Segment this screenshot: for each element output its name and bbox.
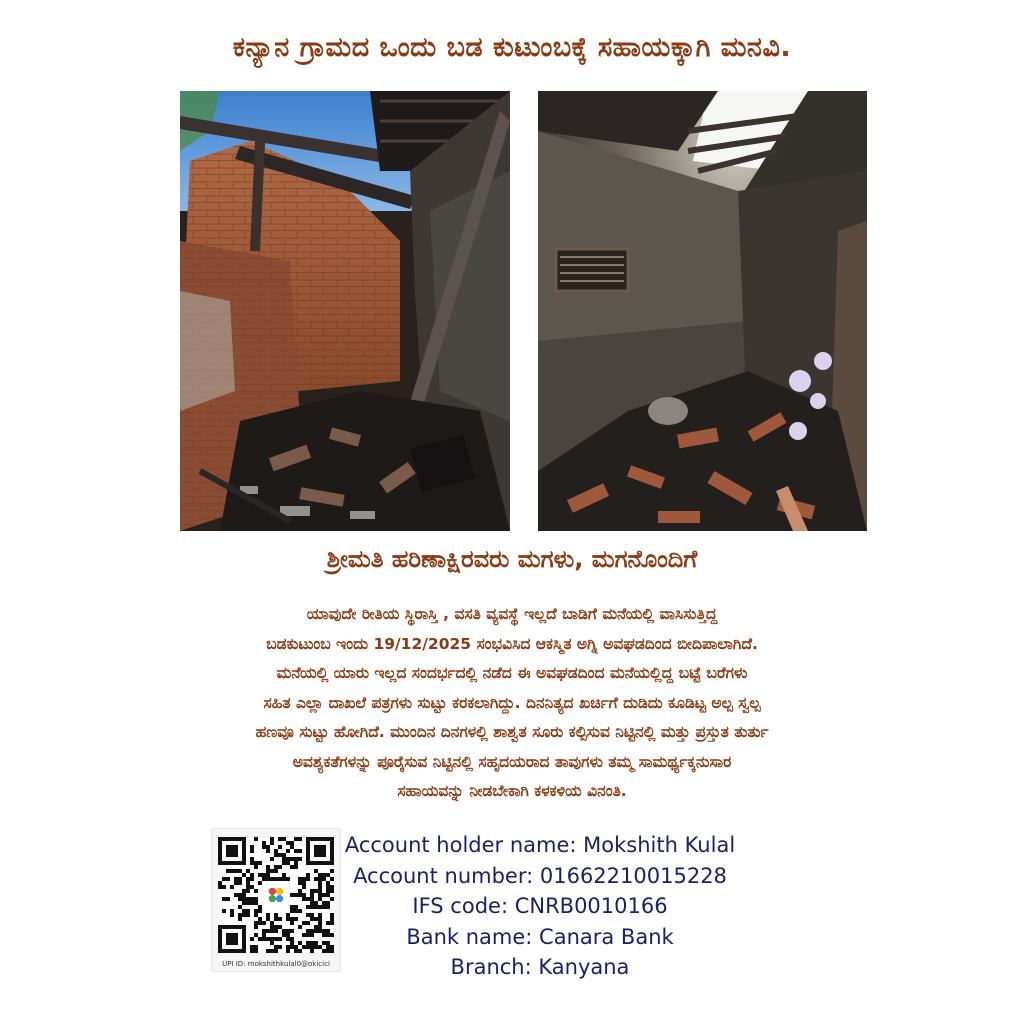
upi-id: UPI ID: mokshithkulal0@okicici (222, 960, 330, 968)
appeal-line: ಸಹಿತ ಎಲ್ಲಾ ದಾಖಲೆ ಪತ್ರಗಳು ಸುಟ್ಟು ಕರಕಲಾಗಿದ್ದು. ದಿನನಿತ್ಯದ ಖರ್ಚಿಗೆ ದುಡಿದು ಕೂಡಿಟ್ಟ ಅಲ್ಪ ಸ್ವಲ್ಪ (263, 693, 761, 712)
appeal-line: ಮನೆಯಲ್ಲಿ ಯಾರು ಇಲ್ಲದ ಸಂದರ್ಭದಲ್ಲಿ ನಡೆದ ಈ ಅವಘಡದಿಂದ ಮನೆಯಲ್ಲಿದ್ದ ಬಟ್ಟೆ ಬರೆಗಳು (276, 664, 748, 682)
account-number: Account number: 01662210015228 (353, 863, 727, 888)
appeal-line: ಅವಶ್ಯಕತೆಗಳನ್ನು ಪೂರೈಸುವ ನಿಟ್ಟಿನಲ್ಲಿ ಸಹೃದಯರಾದ ತಾವುಗಳು ತಮ್ಮ ಸಾಮರ್ಥ್ಯಕ್ಕನುಸಾರ (292, 752, 732, 771)
appeal-line: ಯಾವುದೇ ರೀತಿಯ ಸ್ಥಿರಾಸ್ತಿ , ವಸತಿ ವ್ಯವಸ್ಥೆ ಇಲ್ಲದೆ ಬಾಡಿಗೆ ಮನೆಯಲ್ಲಿ ವಾಸಿಸುತ್ತಿದ್ದ (306, 605, 718, 623)
qr-code (218, 837, 334, 953)
ifs-code: IFS code: CNRB0010166 (412, 894, 668, 918)
account-details (330, 830, 750, 983)
page-title: ಕನ್ಯಾನ ಗ್ರಾಮದ ಒಂದು ಬಡ ಕುಟುಂಬಕ್ಕೆ ಸಹಾಯಕ್ಕಾಗಿ ಮನವಿ. (232, 32, 792, 63)
appeal-line: ಹಣವೂ ಸುಟ್ಟು ಹೋಗಿದೆ. ಮುಂದಿನ ದಿನಗಳಲ್ಲಿ ಶಾಶ್ವತ ಸೂರು ಕಲ್ಪಿಸುವ ನಿಟ್ಟಿನಲ್ಲಿ ಮತ್ತು ಪ್ರಸ್ತುತ ತುರ್ತು (255, 723, 769, 741)
bank-name: Bank name: Canara Bank (406, 924, 674, 949)
appeal-line: ಬಡಕುಟುಂಬ ಇಂದು 19/12/2025 ಸಂಭವಿಸಿದ ಆಕಸ್ಮಿತ ಅಗ್ನಿ ಅವಘಡದಿಂದ ಬೀದಿಪಾಲಾಗಿದೆ. (266, 634, 758, 653)
qr-code-card (211, 828, 341, 972)
burnt-house-photo-left (180, 91, 510, 531)
subtitle: ಶ್ರೀಮತಿ ಹರಿಣಾಕ್ಷಿರವರು ಮಗಳು, ಮಗನೊಂದಿಗೆ (326, 545, 698, 573)
burnt-house-photo-right (538, 91, 867, 531)
appeal-text (150, 600, 874, 807)
account-holder-name: Account holder name: Mokshith Kulal (344, 833, 736, 857)
branch-name: Branch: Kanyana (450, 955, 630, 979)
appeal-line: ಸಹಾಯವನ್ನು ನೀಡಬೇಕಾಗಿ ಕಳಕಳಿಯ ವಿನಂತಿ. (397, 782, 627, 800)
